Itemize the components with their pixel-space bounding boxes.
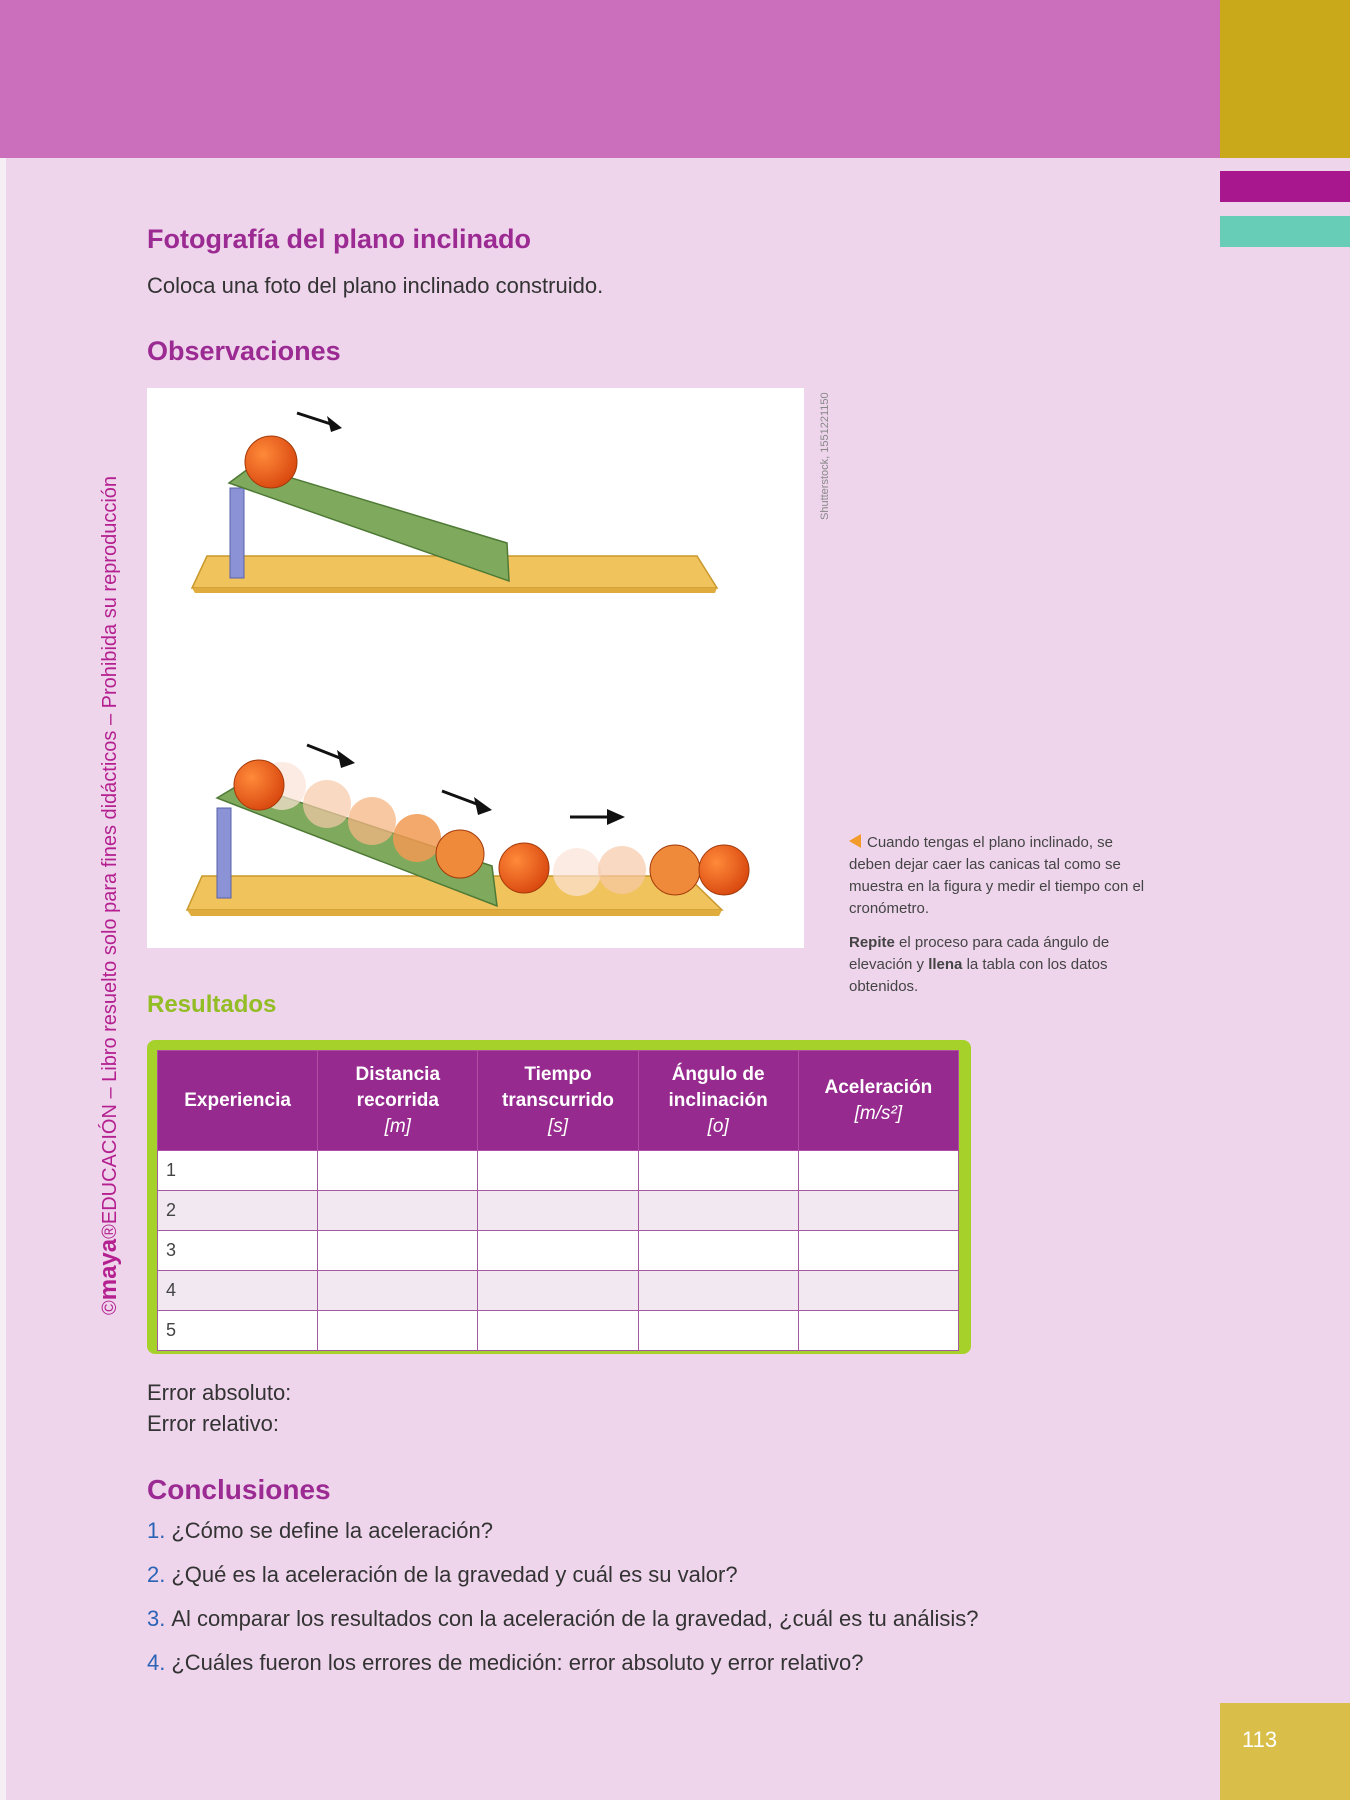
brand-logo: maya — [95, 1238, 122, 1301]
side-note — [849, 832, 1157, 1010]
question-3: 3. Al comparar los resultados con la aceleración de la gravedad, ¿cuál es tu análisis? — [147, 1606, 979, 1631]
error-absolute-label: Error absoluto: — [147, 1380, 292, 1405]
inclined-plane-illustration — [147, 388, 804, 948]
table-row: 3 — [158, 1231, 959, 1271]
copyright-credit — [95, 476, 123, 1315]
inclined-plane-figure — [147, 388, 804, 948]
table-row: 2 — [158, 1191, 959, 1231]
scene-bottom — [187, 745, 749, 916]
header-aceleracion: Aceleración [m/s²] — [798, 1051, 958, 1151]
top-banner — [0, 0, 1220, 158]
section-tab-teal — [1220, 216, 1350, 247]
conclusions-title: Conclusiones — [147, 1474, 331, 1505]
copyright-symbol: © — [99, 1300, 121, 1315]
results-title: Resultados — [147, 991, 277, 1018]
header-tiempo: Tiempo transcurrido [s] — [478, 1051, 638, 1151]
side-note-paragraph-2: Repite el proceso para cada ángulo de elevación y llena la tabla con los datos obtenidos. — [849, 934, 1110, 995]
header-angulo: Ángulo de inclinación [o] — [638, 1051, 798, 1151]
question-2: 2. ¿Qué es la aceleración de la gravedad y cuál es su valor? — [147, 1562, 738, 1587]
scene-top — [192, 413, 717, 593]
table-row: 5 — [158, 1311, 959, 1351]
question-1: 1. ¿Cómo se define la aceleración? — [147, 1518, 493, 1543]
error-relative-label: Error relativo: — [147, 1411, 280, 1436]
header-distancia: Distancia recorrida [m] — [318, 1051, 478, 1151]
results-table — [157, 1050, 959, 1351]
photo-section-title: Fotografía del plano inclinado — [147, 224, 532, 254]
triangle-pointer-icon — [849, 834, 861, 848]
table-header-row — [158, 1051, 959, 1151]
page-number: 113 — [1220, 1703, 1350, 1800]
photo-instruction: Coloca una foto del plano inclinado construido. — [147, 273, 604, 298]
credit-text: ®EDUCACIÓN – Libro resuelto solo para fines didácticos – Prohibida su reproducción — [99, 475, 121, 1239]
table-row: 1 — [158, 1151, 959, 1191]
corner-block — [1220, 0, 1350, 158]
page-edge — [0, 158, 6, 1800]
section-tab-magenta — [1220, 171, 1350, 202]
question-4: 4. ¿Cuáles fueron los errores de medición: error absoluto y error relativo? — [147, 1650, 864, 1675]
header-experiencia: Experiencia — [158, 1051, 318, 1151]
side-note-paragraph-1: Cuando tengas el plano inclinado, se deben dejar caer las canicas tal como se muestra en la figura y medir el tiempo con el cronómetro. — [849, 834, 1145, 917]
observations-title: Observaciones — [147, 336, 341, 366]
image-credit: Shutterstock, 1551221150 — [819, 392, 831, 520]
results-table-frame — [147, 1040, 971, 1354]
table-row: 4 — [158, 1271, 959, 1311]
